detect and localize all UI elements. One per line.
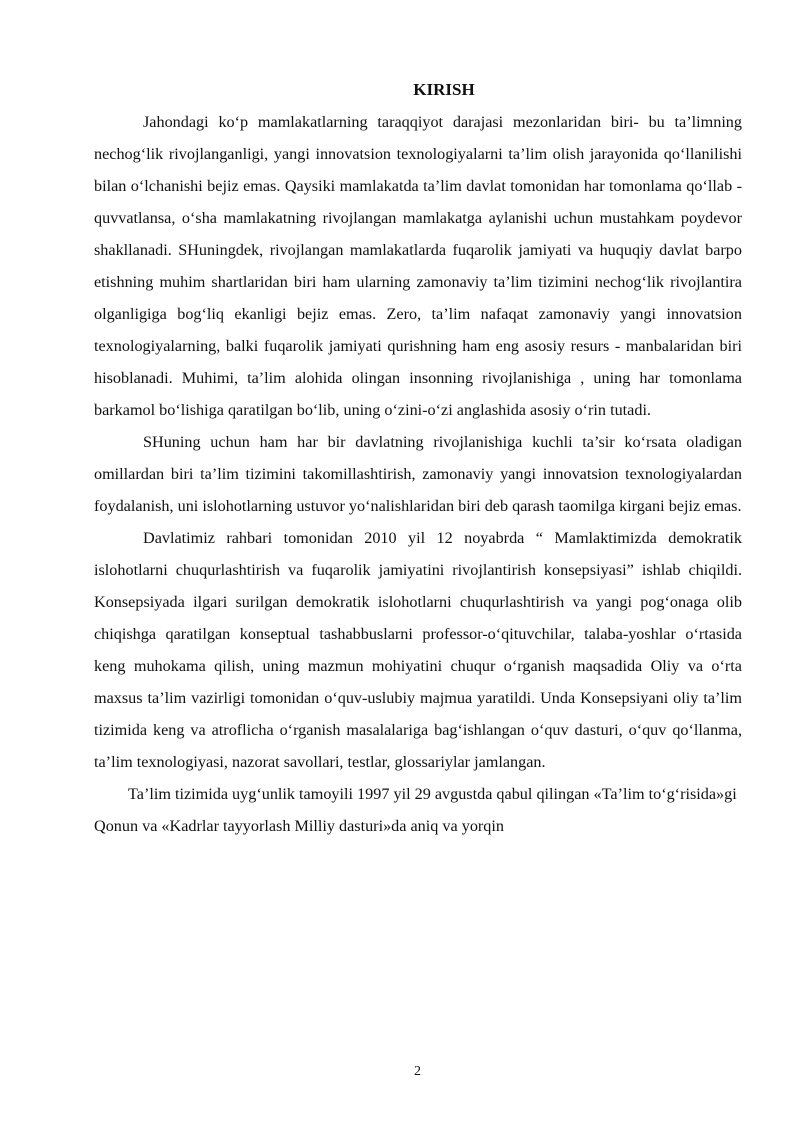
document-page <box>94 78 742 842</box>
page-number: 2 <box>414 1064 421 1079</box>
paragraph-4: Ta’lim tizimida uyg‘unlik tamoyili 1997 yil 29 avgustda qabul qilingan «Ta’lim to‘g‘risida»gi Qonun va «Kadrlar tayyorlash Milliy dasturi»da aniq va yorqin <box>94 785 737 835</box>
paragraph-1: Jahondagi ko‘p mamlakatlarning taraqqiyot darajasi mezonlaridan biri- bu ta’limning nechog‘lik rivojlanganligi, yangi innovatsion texnologiyalarni ta’lim olish jarayonida qo‘llanilishi bilan o‘lchanishi bejiz emas. Qaysiki mamlakatda ta’lim davlat tomonidan har tomonlama qo‘llab - quvvatlansa, o‘sha mamlakatning rivojlangan mamlakatga aylanishi uchun mustahkam poydevor shakllanadi. SHuningdek, rivojlangan mamlakatlarda fuqarolik jamiyati va huquqiy davlat barpo etishning muhim shartlaridan biri ham ularning zamonaviy ta’lim tizimini nechog‘lik rivojlantira olganligiga bog‘liq ekanligi bejiz emas. Zero, ta’lim nafaqat zamonaviy yangi innovatsion texnologiyalarning, balki fuqarolik jamiyati qurishning ham eng asosiy resurs - manbalaridan biri hisoblanadi. Muhimi, ta’lim alohida olingan insonning rivojlanishiga , uning har tomonlama barkamol bo‘lishiga qaratilgan bo‘lib, uning o‘zini-o‘zi anglashida asosiy o‘rin tutadi. <box>94 113 742 419</box>
paragraph-2: SHuning uchun ham har bir davlatning rivojlanishiga kuchli ta’sir ko‘rsata oladigan omillardan biri ta’lim tizimini takomillashtirish, zamonaviy yangi innovatsion texnologiyalardan foydalanish, uni islohotlarning ustuvor yo‘nalishlaridan biri deb qarash taomilga kirgani bejiz emas. <box>94 433 742 515</box>
section-heading: KIRISH <box>413 80 475 99</box>
paragraph-3: Davlatimiz rahbari tomonidan 2010 yil 12 noyabrda “ Mamlaktimizda demokratik islohotlarni chuqurlashtirish va fuqarolik jamiyatini rivojlantirish konsepsiyasi” ishlab chiqildi. Konsepsiyada ilgari surilgan demokratik islohotlarni chuqurlashtirish va yangi pog‘onaga olib chiqishga qaratilgan konseptual tashabbuslarni professor-o‘qituvchilar, talaba-yoshlar o‘rtasida keng muhokama qilish, uning mazmun mohiyatini chuqur o‘rganish maqsadida Oliy va o‘rta maxsus ta’lim vazirligi tomonidan o‘quv-uslubiy majmua yaratildi. Unda Konsepsiyani oliy ta’lim tizimida keng va atroflicha o‘rganish masalalariga bag‘ishlangan o‘quv dasturi, o‘quv qo‘llanma, ta’lim texnologiyasi, nazorat savollari, testlar, glossariylar jamlangan. <box>94 529 742 771</box>
